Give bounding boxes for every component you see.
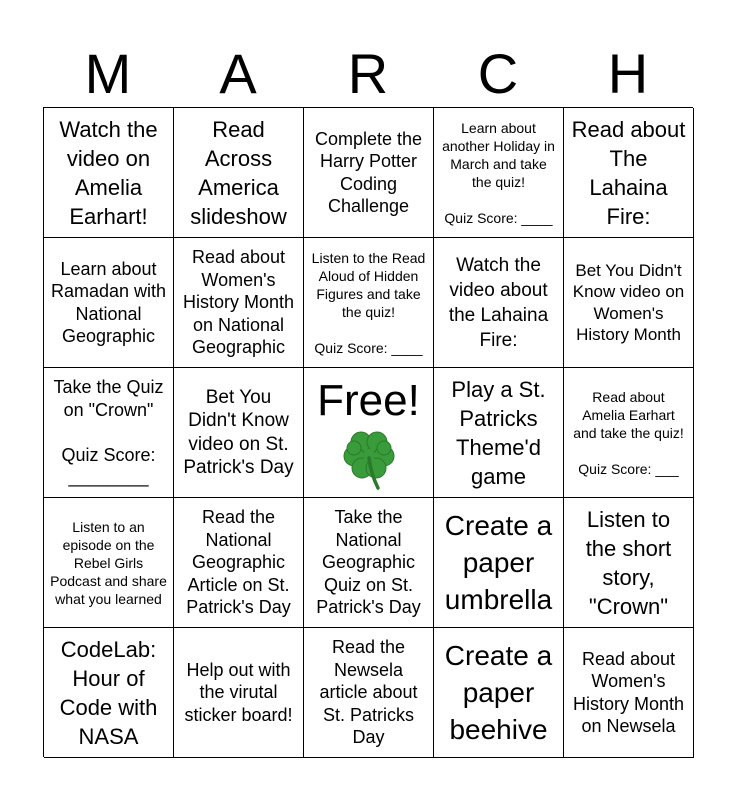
shamrock-icon [341,428,397,490]
cell-text: Learn about another Holiday in March and take the quiz! Quiz Score: ____ [442,119,555,226]
cell-text: Read the Newsela article about St. Patricks Day [319,637,418,748]
cell-text: Listen to the Read Aloud of Hidden Figures and take the quiz! Quiz Score: ____ [311,249,426,356]
cell-text: Read the National Geographic Article on St. Patrick's Day [186,507,291,618]
bingo-cell[interactable] [304,108,434,238]
cell-text: Take the Quiz on "Crown" Quiz Score: ________ [53,377,164,488]
bingo-cell[interactable] [304,238,434,368]
bingo-cell[interactable] [564,628,694,758]
bingo-cell[interactable] [174,108,304,238]
cell-text: Watch the video about the Lahaina Fire: [448,254,549,351]
bingo-cell[interactable] [304,498,434,628]
bingo-cell[interactable] [174,628,304,758]
bingo-cell[interactable] [434,628,564,758]
cell-text: Bet You Didn't Know video on St. Patrick's Day [183,386,294,478]
cell-text: Complete the Harry Potter Coding Challenge [314,128,423,216]
cell-text: Watch the video on Amelia Earhart! [59,116,158,229]
cell-text: Read about Amelia Earhart and take the quiz! Quiz Score: ___ [573,388,684,477]
bingo-header [43,40,693,108]
bingo-cell[interactable] [44,628,174,758]
cell-text: Learn about Ramadan with National Geographic [50,258,167,346]
bingo-cell[interactable] [434,238,564,368]
bingo-cell[interactable] [174,368,304,498]
bingo-cell[interactable] [434,368,564,498]
cell-text: Bet You Didn't Know video on Women's History Month [572,260,685,344]
bingo-cell[interactable] [564,368,694,498]
cell-text: Listen to an episode on the Rebel Girls Podcast and share what you learned [50,518,167,607]
header-letter-h: H [607,42,649,105]
bingo-cell[interactable] [434,108,564,238]
bingo-cell[interactable] [174,498,304,628]
bingo-cell[interactable] [564,238,694,368]
header-letter-r: R [347,42,389,105]
bingo-cell[interactable] [44,238,174,368]
cell-text: Take the National Geographic Quiz on St. Patrick's Day [316,507,421,618]
header-letter-a: A [219,42,257,105]
cell-text: Read about Women's History Month on National Geographic [182,247,295,358]
header-letter-m: M [84,42,132,105]
header-letter-c: C [477,42,519,105]
bingo-cell[interactable] [174,238,304,368]
bingo-cell[interactable] [434,498,564,628]
bingo-cell[interactable] [304,628,434,758]
cell-text: Create a paper umbrella [444,510,553,615]
cell-text: CodeLab: Hour of Code with NASA [59,636,158,749]
cell-text: Listen to the short story, "Crown" [585,506,672,619]
bingo-cell[interactable] [564,498,694,628]
free-space-label: Free! [317,375,420,425]
bingo-cell[interactable] [44,108,174,238]
cell-text: Create a paper beehive [444,640,553,745]
cell-text: Help out with the virutal sticker board! [184,659,293,725]
cell-text: Read about The Lahaina Fire: [571,116,686,229]
cell-text: Read Across America slideshow [190,116,287,229]
cell-text: Read about Women's History Month on Newsela [572,648,685,736]
cell-text: Play a St. Patricks Theme'd game [451,376,546,489]
free-space-cell[interactable] [304,368,434,498]
bingo-cell[interactable] [44,498,174,628]
bingo-cell[interactable] [44,368,174,498]
bingo-grid [43,107,693,757]
bingo-cell[interactable] [564,108,694,238]
